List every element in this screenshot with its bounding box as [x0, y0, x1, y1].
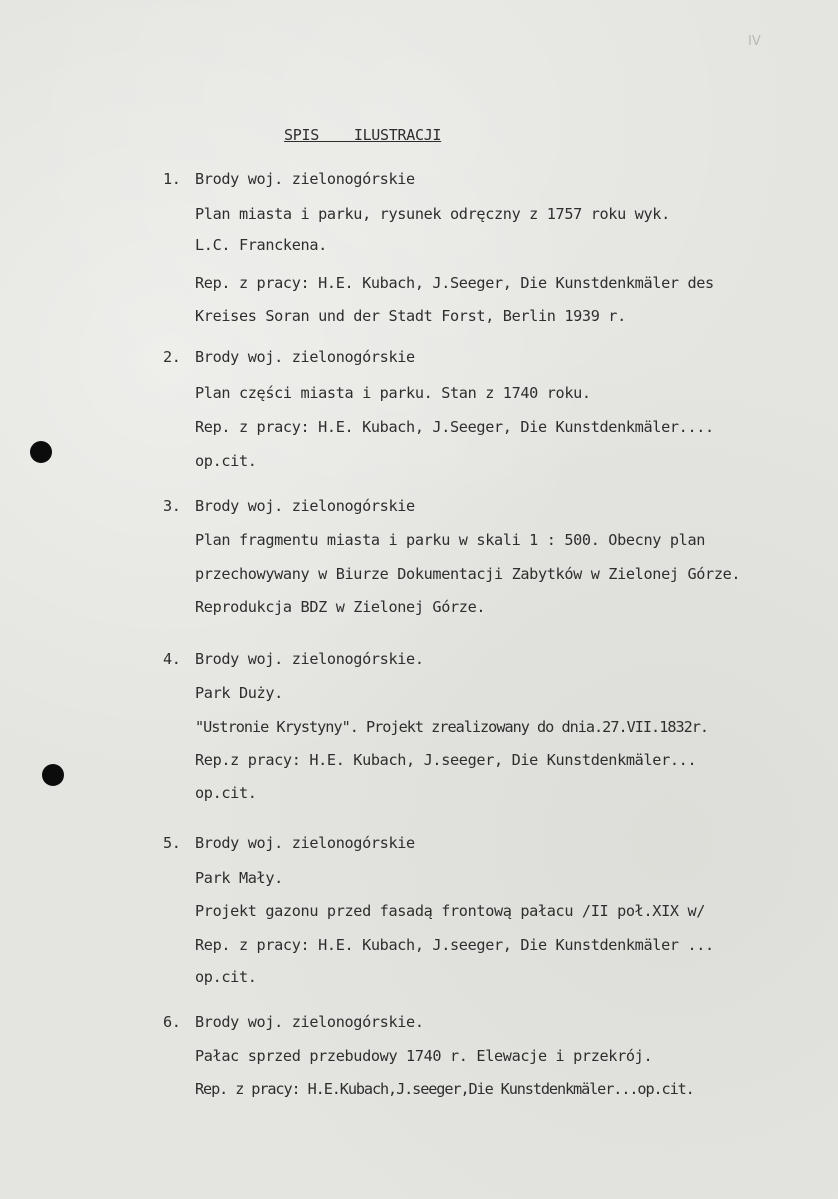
- item-line: Park Duży.: [195, 684, 283, 702]
- item-line: Rep.z pracy: H.E. Kubach, J.seeger, Die Kunstdenkmäler...: [195, 751, 697, 769]
- item-title: Brody woj. zielonogórskie.: [195, 1013, 424, 1031]
- item-line: Plan części miasta i parku. Stan z 1740 roku.: [195, 384, 591, 402]
- item-line: Reprodukcja BDZ w Zielonej Górze.: [195, 598, 486, 616]
- item-line: op.cit.: [195, 452, 257, 470]
- item-number: 2.: [163, 348, 181, 366]
- item-title: Brody woj. zielonogórskie: [195, 497, 415, 515]
- item-line: Park Mały.: [195, 869, 283, 887]
- item-number: 3.: [163, 497, 181, 515]
- item-number: 6.: [163, 1013, 181, 1031]
- item-line: L.C. Franckena.: [195, 236, 327, 254]
- item-title: Brody woj. zielonogórskie: [195, 348, 415, 366]
- item-title: Brody woj. zielonogórskie.: [195, 650, 424, 668]
- item-number: 1.: [163, 170, 181, 188]
- page-number: IV: [748, 34, 761, 49]
- item-line: przechowywany w Biurze Dokumentacji Zabytków w Zielonej Górze.: [195, 565, 741, 583]
- item-number: 4.: [163, 650, 181, 668]
- item-line: Projekt gazonu przed fasadą frontową pałacu /II poł.XIX w/: [195, 902, 706, 920]
- item-line: op.cit.: [195, 784, 257, 802]
- item-line: op.cit.: [195, 968, 257, 986]
- item-line: Rep. z pracy: H.E. Kubach, J.seeger, Die Kunstdenkmäler ...: [195, 936, 714, 954]
- page-title: SPIS ILUSTRACJI: [284, 126, 442, 144]
- item-line: Plan fragmentu miasta i parku w skali 1 : 500. Obecny plan: [195, 531, 706, 549]
- item-line: Plan miasta i parku, rysunek odręczny z 1757 roku wyk.: [195, 205, 670, 223]
- item-line: Rep. z pracy: H.E. Kubach, J.Seeger, Die Kunstdenkmäler des: [195, 274, 714, 292]
- item-line: Rep. z pracy: H.E. Kubach, J.Seeger, Die Kunstdenkmäler....: [195, 418, 714, 436]
- item-title: Brody woj. zielonogórskie: [195, 834, 415, 852]
- item-number: 5.: [163, 834, 181, 852]
- punch-hole-bottom: [42, 764, 64, 786]
- item-line: Rep. z pracy: H.E.Kubach,J.seeger,Die Kunstdenkmäler...op.cit.: [195, 1080, 694, 1098]
- item-line: Kreises Soran und der Stadt Forst, Berlin 1939 r.: [195, 307, 626, 325]
- item-line: Pałac sprzed przebudowy 1740 r. Elewacje i przekrój.: [195, 1047, 653, 1065]
- punch-hole-top: [30, 441, 52, 463]
- item-line: "Ustronie Krystyny". Projekt zrealizowany do dnia.27.VII.1832r.: [195, 718, 709, 736]
- item-title: Brody woj. zielonogórskie: [195, 170, 415, 188]
